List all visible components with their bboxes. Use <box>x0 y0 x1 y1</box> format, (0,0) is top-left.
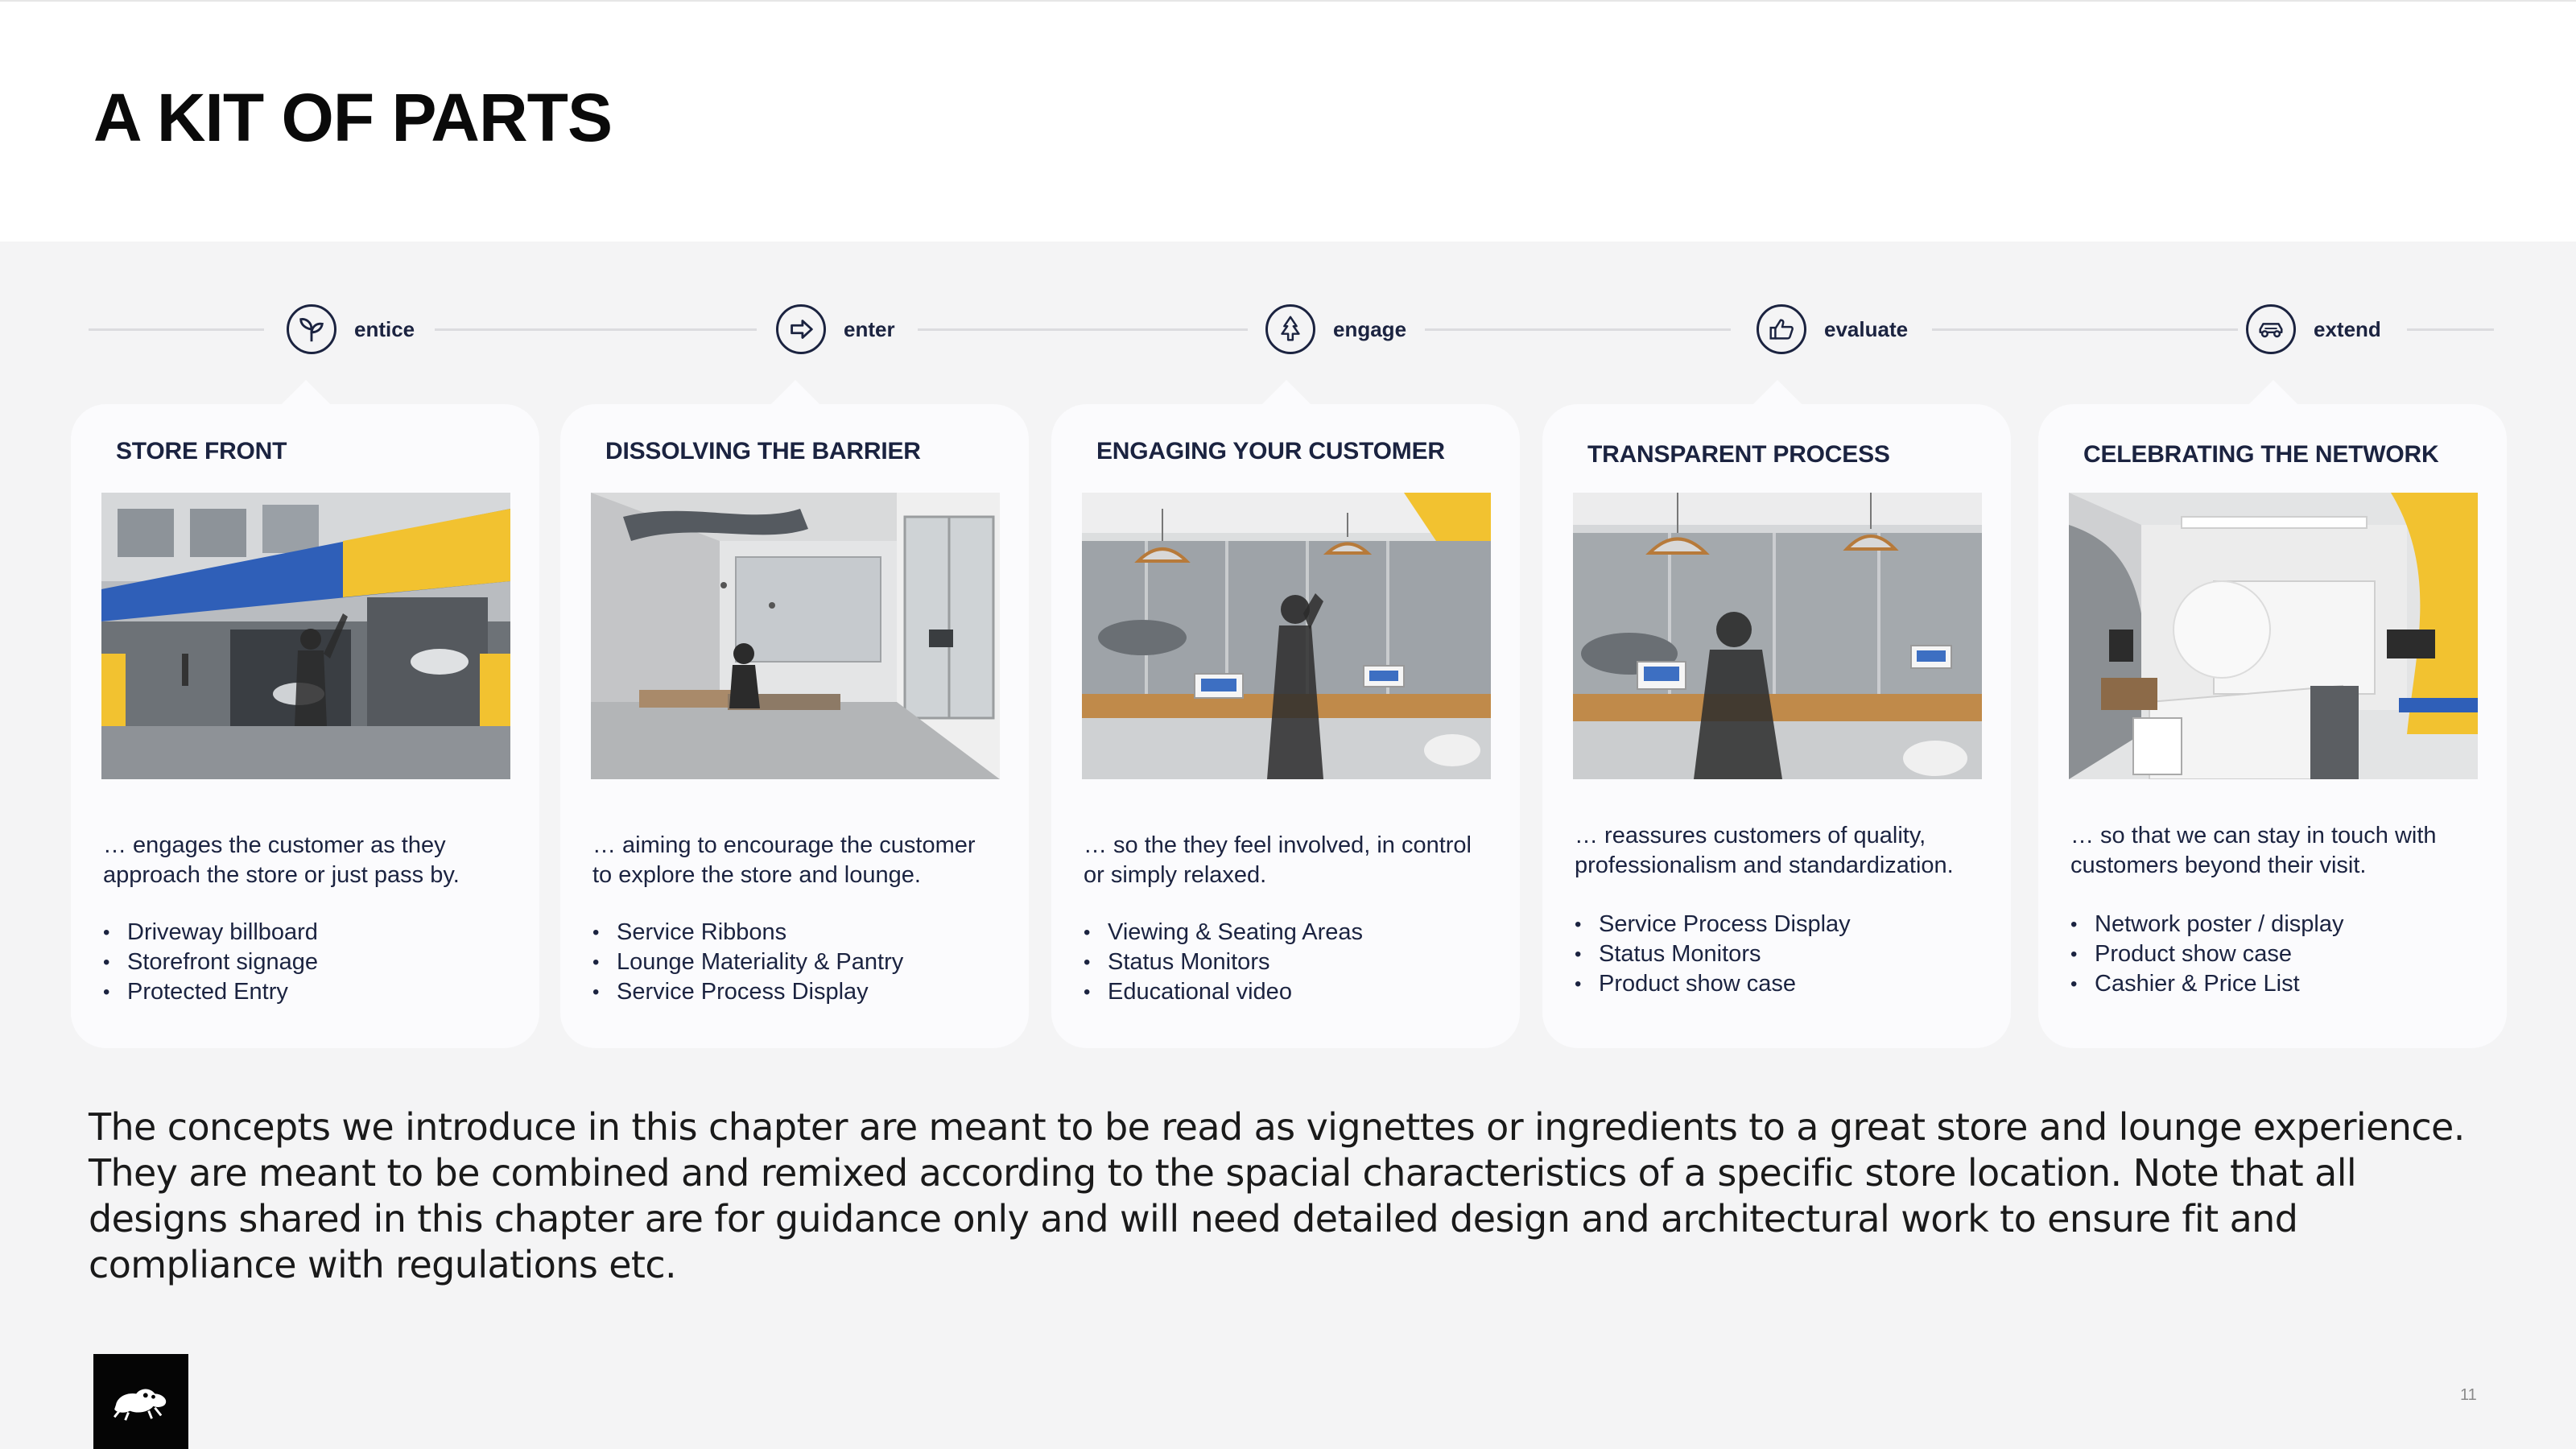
card-title: CELEBRATING THE NETWORK <box>2083 441 2439 468</box>
card-bullet-list <box>1575 910 1993 999</box>
card-title: DISSOLVING THE BARRIER <box>605 438 921 464</box>
card-description: … aiming to encourage the customer to explore the store and lounge. <box>592 832 976 888</box>
stage-extend <box>2238 303 2389 356</box>
list-item: • Service Ribbons <box>592 918 1011 947</box>
storefront-rendering <box>101 493 510 779</box>
list-item: • Cashier & Price List <box>2070 969 2489 999</box>
card-bullet-list <box>1084 918 1502 1007</box>
timeline-line <box>435 328 757 331</box>
card-notch <box>1262 380 1311 404</box>
list-item: • Status Monitors <box>1084 947 1502 977</box>
stage-label: entice <box>354 316 415 341</box>
list-item: • Protected Entry <box>103 977 522 1007</box>
intro-paragraph: The concepts we introduce in this chapter are meant to be read as vignettes or ingredients to a great store and lounge experience. They are meant to be combined and remixed according to the spacial characteristics of a specific store location. Note that all designs shared in this chapter are for guidance only and will need detailed design and architectural work to ensure fit and compliance with regulations etc. <box>89 1105 2465 1286</box>
card-notch <box>771 380 819 404</box>
card-store-front <box>71 404 539 1048</box>
workshop-window-rendering <box>1573 493 1982 779</box>
card-bullet-list <box>592 918 1011 1007</box>
card-notch <box>282 380 330 404</box>
card-notch <box>2249 380 2297 404</box>
card-title: STORE FRONT <box>116 438 287 464</box>
list-item: • Service Process Display <box>1575 910 1993 939</box>
list-item: • Storefront signage <box>103 947 522 977</box>
list-item: • Product show case <box>1575 969 1993 999</box>
card-bullet-list <box>2070 910 2489 999</box>
card-description: … so that we can stay in touch with customers beyond their visit. <box>2070 823 2437 878</box>
card-description: … so the they feel involved, in control or simply relaxed. <box>1084 832 1472 888</box>
thumbs-up-icon <box>1757 304 1806 354</box>
list-item: • Viewing & Seating Areas <box>1084 918 1502 947</box>
card-title: ENGAGING YOUR CUSTOMER <box>1096 438 1445 464</box>
stage-label: enter <box>844 316 895 341</box>
list-item: • Service Process Display <box>592 977 1011 1007</box>
list-item: • Educational video <box>1084 977 1502 1007</box>
sprout-icon <box>287 304 336 354</box>
timeline-line <box>918 328 1248 331</box>
page-number: 11 <box>2460 1386 2477 1404</box>
tree-icon <box>1265 304 1315 354</box>
stage-engage <box>1257 303 1414 356</box>
card-transparent-process <box>1542 404 2011 1048</box>
list-item: • Network poster / display <box>2070 910 2489 939</box>
page-header <box>0 0 2576 242</box>
card-notch <box>1753 380 1802 404</box>
stage-label: extend <box>2314 316 2381 341</box>
card-bullet-list <box>103 918 522 1007</box>
timeline-line <box>2407 328 2494 331</box>
card-description: … reassures customers of quality, professionalism and standardization. <box>1575 823 1954 878</box>
stage-label: engage <box>1333 316 1407 341</box>
card-description: … engages the customer as they approach the store or just pass by. <box>103 832 460 888</box>
timeline-line <box>1932 328 2238 331</box>
list-item: • Driveway billboard <box>103 918 522 947</box>
cashier-counter-rendering <box>2069 493 2478 779</box>
card-engaging-your-customer <box>1051 404 1520 1048</box>
frog-logo <box>93 1354 188 1449</box>
card-celebrating-the-network <box>2038 404 2507 1048</box>
lounge-interior-rendering <box>591 493 1000 779</box>
card-dissolving-the-barrier <box>560 404 1029 1048</box>
viewing-window-rendering <box>1082 493 1491 779</box>
list-item: • Status Monitors <box>1575 939 1993 969</box>
timeline-line <box>1425 328 1731 331</box>
list-item: • Product show case <box>2070 939 2489 969</box>
stage-entice <box>279 303 423 356</box>
enter-arrow-icon <box>776 304 826 354</box>
timeline-line <box>89 328 264 331</box>
page-title: A KIT OF PARTS <box>93 80 612 155</box>
car-icon <box>2246 304 2296 354</box>
frog-icon <box>109 1378 172 1425</box>
card-title: TRANSPARENT PROCESS <box>1587 441 1890 468</box>
stage-label: evaluate <box>1824 316 1909 341</box>
stage-evaluate <box>1748 303 1916 356</box>
stage-enter <box>768 303 903 356</box>
list-item: • Lounge Materiality & Pantry <box>592 947 1011 977</box>
